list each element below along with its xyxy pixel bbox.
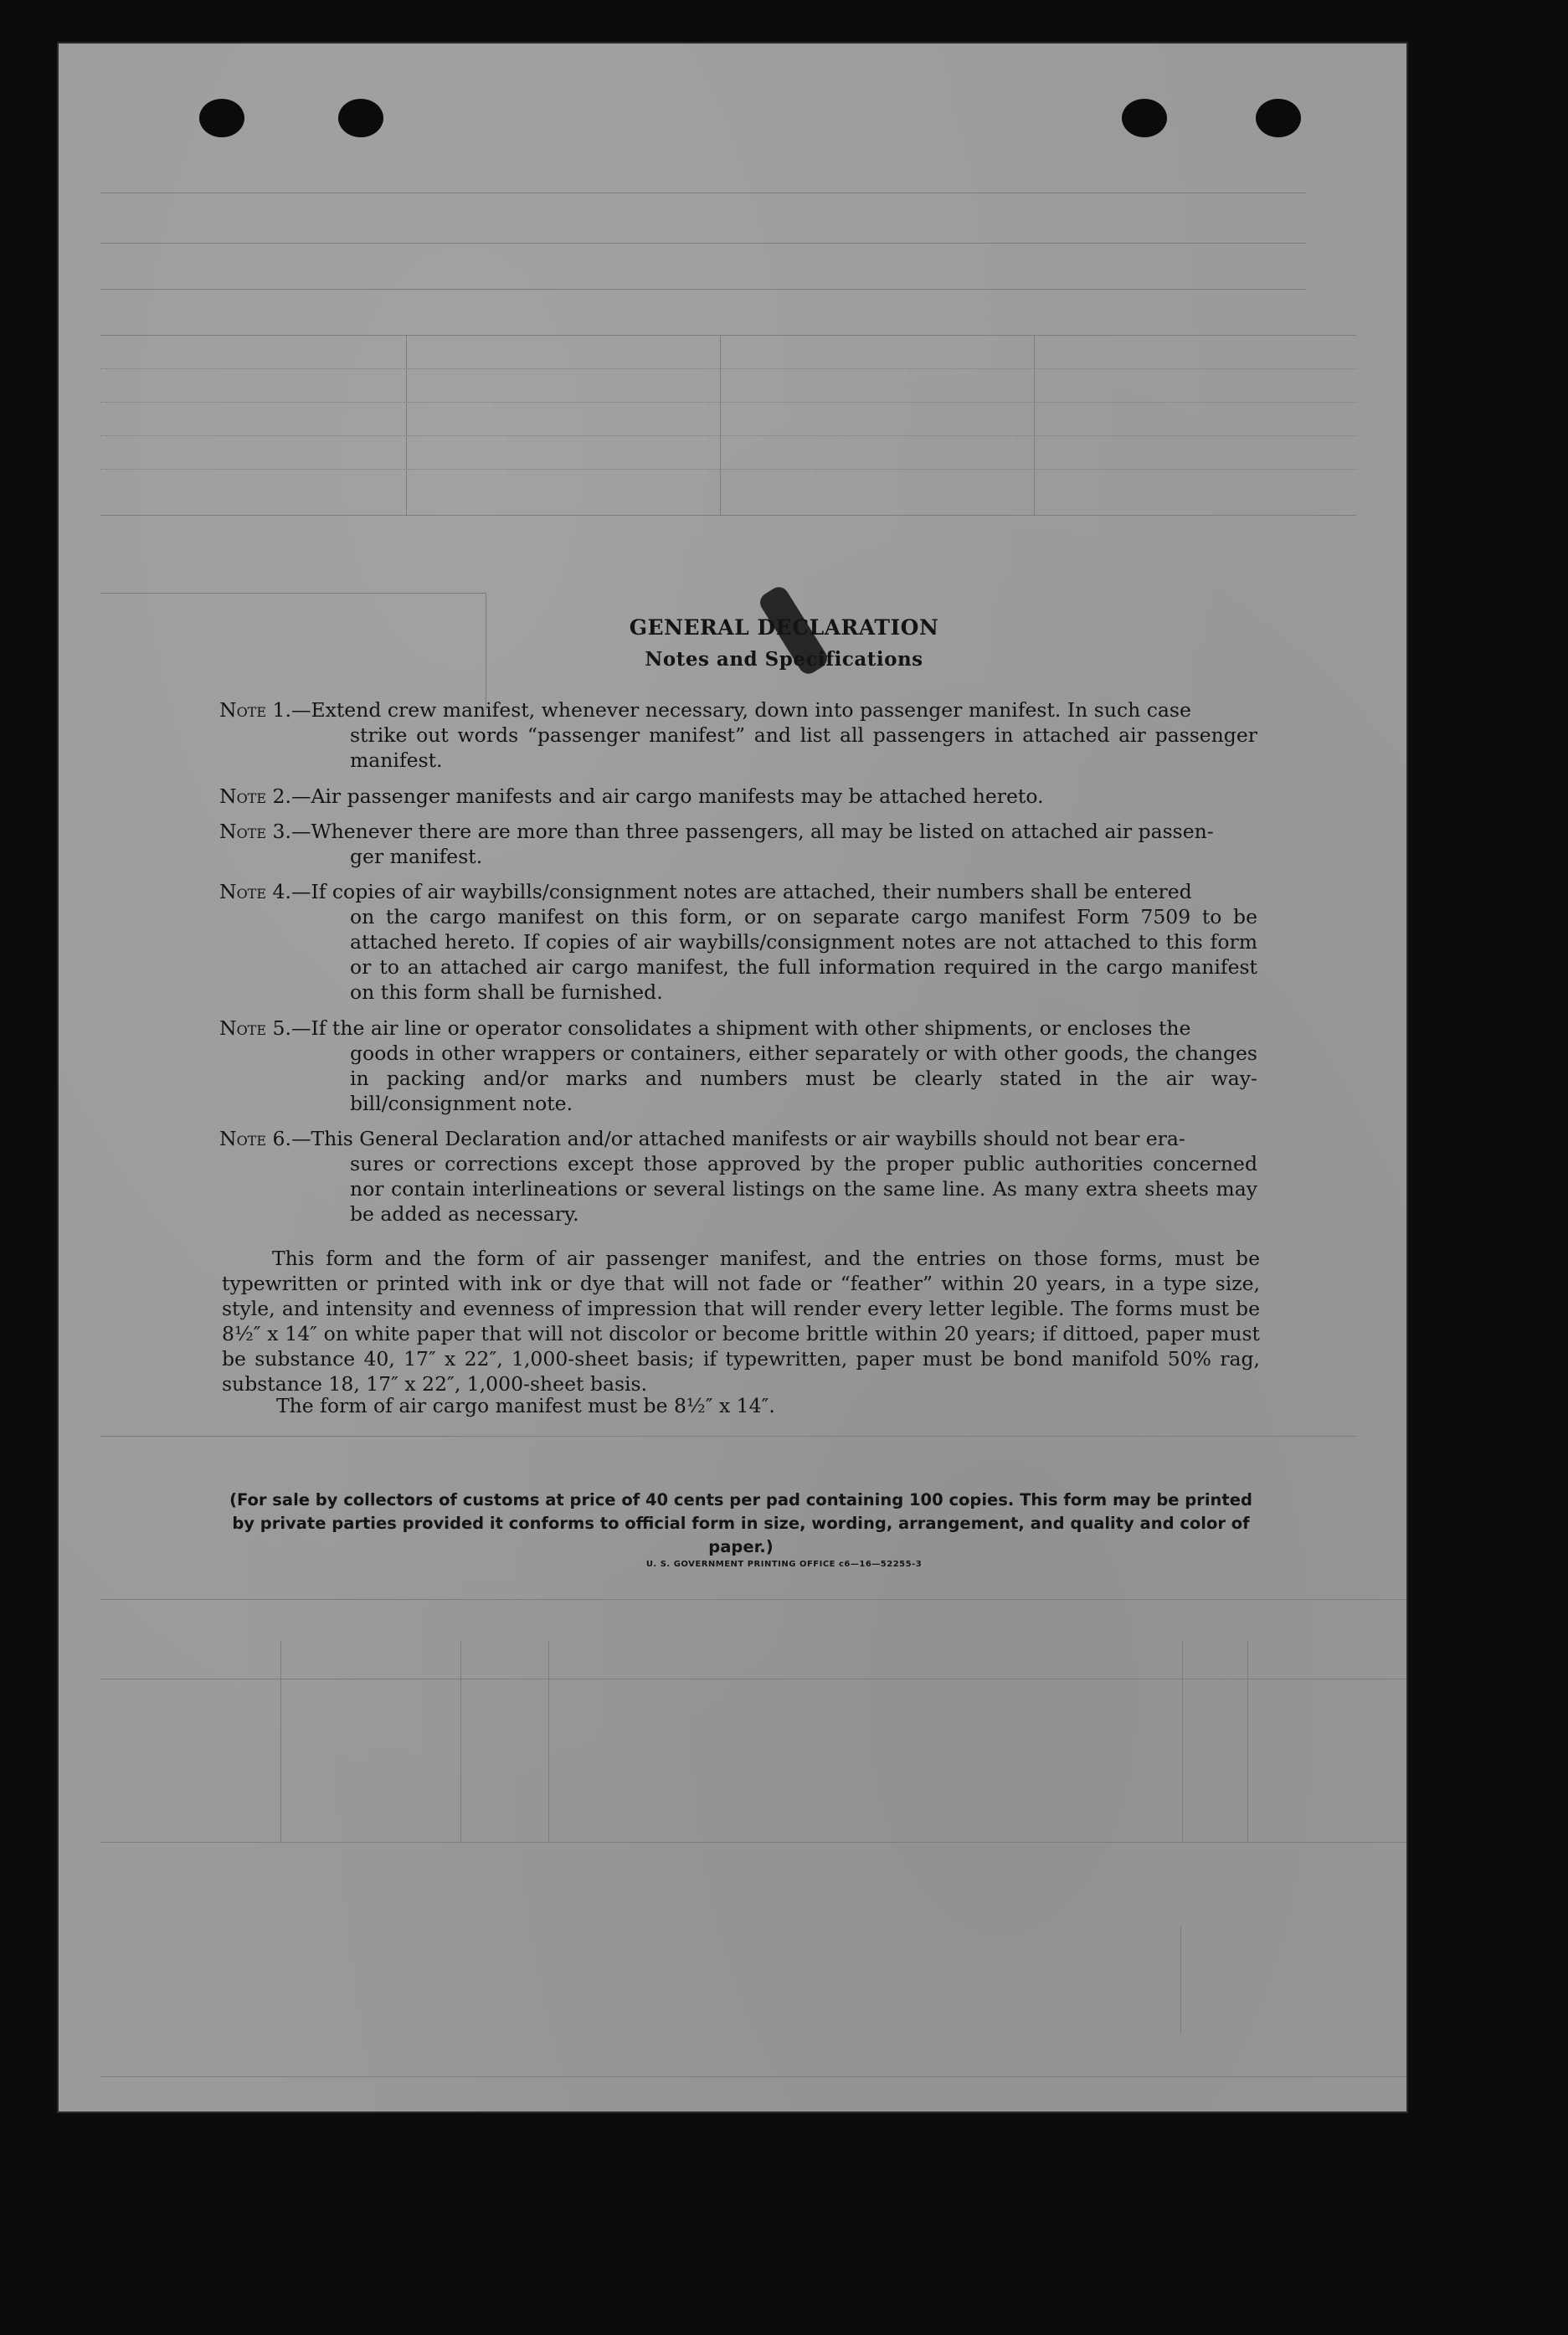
note-label: Note 1. [219,698,291,722]
showthrough-rule [100,368,1356,369]
note-label: Note 2. [219,784,291,808]
printing-office-imprint: U. S. GOVERNMENT PRINTING OFFICE c6—16—52255-3 [645,1560,923,1569]
cargo-manifest-size-line: The form of air cargo manifest must be 8½″ x 14″. [276,1394,775,1417]
note-first-line: —Air passenger manifests and air cargo manifests may be attached hereto. [290,784,1044,808]
showthrough-rule [100,1842,1406,1843]
note-first-line: —If the air line or operator consolidates a shipment with other shipments, or encloses the [290,1016,1191,1040]
note-first-line: —Extend crew manifest, whenever necessary, down into passenger manifest. In such case [290,698,1191,722]
note-label: Note 6. [219,1127,291,1150]
showthrough-rule [100,1599,1406,1600]
note-5 [219,1016,1257,1116]
punch-hole-center-left [338,99,383,137]
note-continuation: sures or corrections except those approved by the proper public authorities concerned nor contain interlineations or several listings on the same line. As many extra sheets may be added as necessary. [350,1152,1257,1226]
showthrough-rule [100,243,1306,244]
punch-hole-center-right [1122,99,1167,137]
note-continuation: goods in other wrappers or containers, either separately or with other goods, the changes in packing and/or marks and numbers must be clearly stated in the air way-bill/consignment note. [350,1041,1257,1115]
showthrough-rule [460,1641,461,1842]
showthrough-rule [1182,1641,1183,1842]
note-continuation: strike out words “passenger manifest” and list all passengers in attached air passenger manifest. [350,723,1257,772]
showthrough-rule [100,289,1306,290]
note-1 [219,697,1257,773]
note-label: Note 3. [219,820,291,843]
showthrough-rule [100,435,1356,436]
showthrough-rule [1247,1641,1248,1842]
note-2 [219,784,1257,809]
showthrough-rule [720,335,721,515]
note-first-line: —This General Declaration and/or attached manifests or air waybills should not bear era- [290,1127,1185,1150]
showthrough-rule [280,1641,281,1842]
note-3 [219,819,1257,869]
showthrough-rule [100,335,1356,336]
note-label: Note 4. [219,880,291,903]
showthrough-rule [100,1436,1356,1437]
note-first-line: —If copies of air waybills/consignment notes are attached, their numbers shall be entered [290,880,1192,903]
note-continuation: ger manifest. [350,845,483,868]
showthrough-rule [548,1641,549,1842]
form-specification-paragraph: This form and the form of air passenger manifest, and the entries on those forms, must be typewritten or printed with ink or dye that will not fade or “feather” within 20 years, in a type size, style, and intensity and evenness of impression that will render every letter legible. The forms must be 8½″ x 14″ on white paper that will not discolor or become brittle within 20 years; if dittoed, paper must be substance 40, 17″ x 22″, 1,000-sheet basis; if typewritten, paper must be bond manifold 50% rag, substance 18, 17″ x 22″, 1,000-sheet basis. [222,1247,1260,1396]
showthrough-rule [100,515,1356,516]
sale-notice: (For sale by collectors of customs at price of 40 cents per pad containing 100 copies. This form may be printed by private parties provided it conforms to official form in size, wording, arrangement, and quality and color of paper.) [229,1490,1252,1556]
showthrough-rule [1180,1926,1181,2034]
showthrough-rule [1034,335,1035,515]
showthrough-rule [100,469,1356,470]
note-6 [219,1126,1257,1227]
showthrough-rule [100,2076,1406,2077]
showthrough-rule [100,593,486,594]
note-label: Note 5. [219,1016,291,1040]
punch-hole-left [199,99,244,137]
note-continuation: on the cargo manifest on this form, or on separate cargo manifest Form 7509 to be attached hereto. If copies of air waybills/consignment notes are not attached to this form or to an attached air cargo manifest, the full information required in the cargo manifest on this form shall be furnished. [350,905,1257,1004]
document-subheading: Notes and Specifications [645,648,923,671]
punch-hole-right [1256,99,1301,137]
note-4 [219,879,1257,1005]
showthrough-rule [406,335,407,515]
document-heading: GENERAL DECLARATION [629,615,939,640]
note-first-line: —Whenever there are more than three passengers, all may be listed on attached air passen- [290,820,1214,843]
showthrough-rule [100,402,1356,403]
